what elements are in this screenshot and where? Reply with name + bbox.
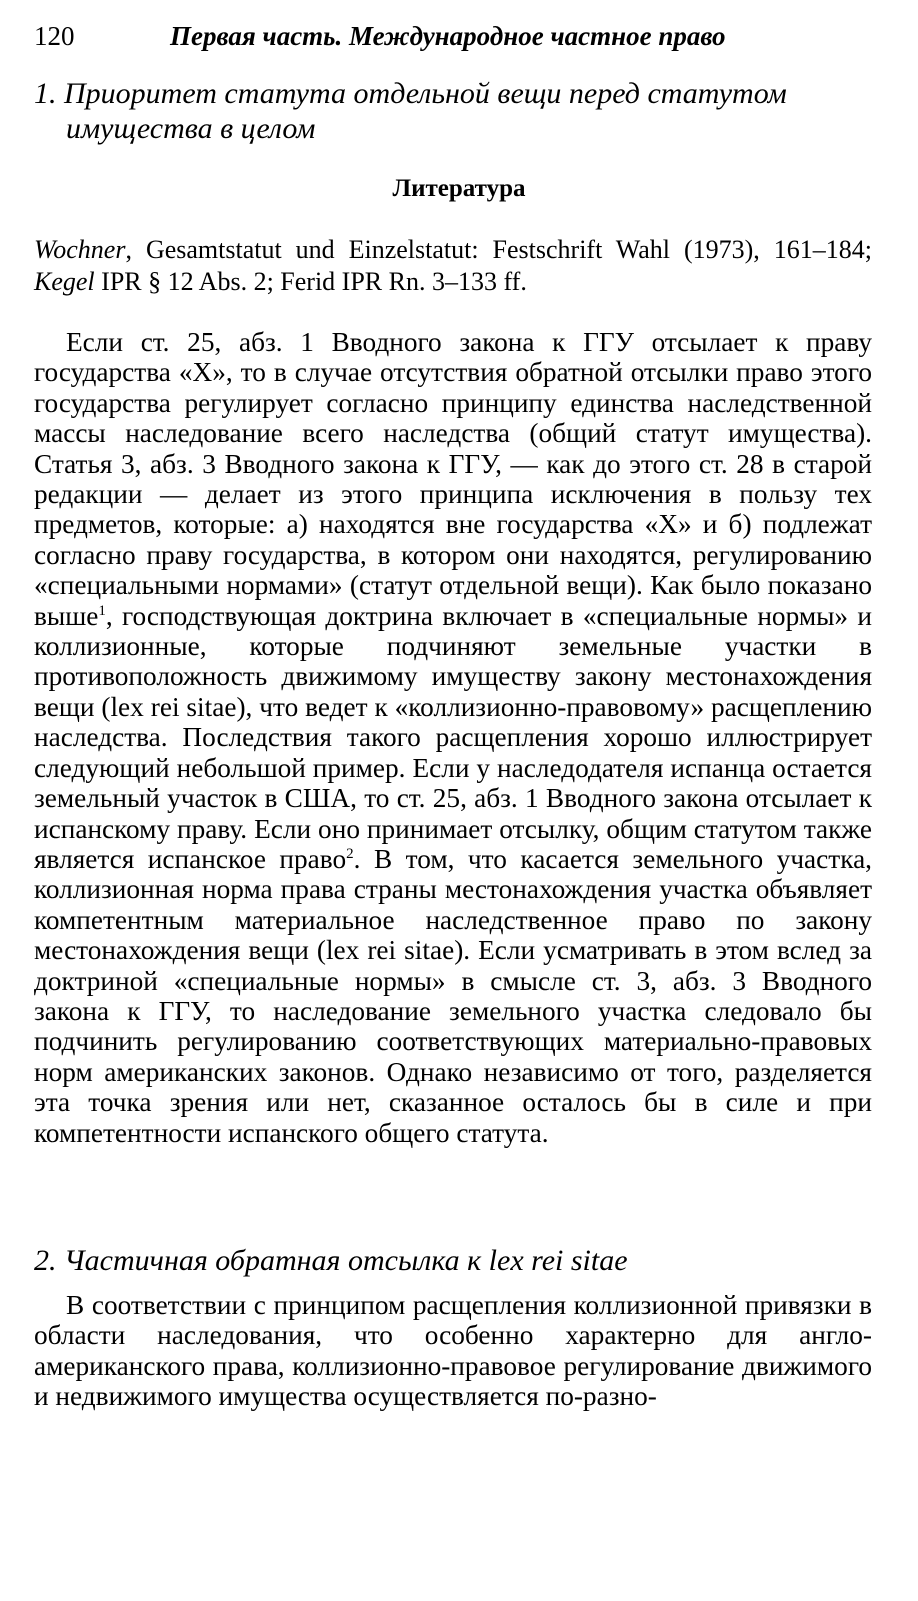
reference-1: , Gesamtstatut und Einzelstatut: Festschrift Wahl (1973), 161–184; — [125, 235, 872, 264]
footnote-ref-1: 1 — [98, 602, 106, 619]
section-number: 1. — [34, 77, 57, 110]
running-title: Первая часть. Международное частное право — [170, 21, 726, 51]
footnote-ref-2: 2 — [346, 845, 354, 862]
paragraph-text: Если ст. 25, абз. 1 Вводного закона к ГГУ отсылает к праву государства «X», то в случае отсутствия обратной отсылки право этого государства регулирует согласно принципу единства наследственной массы наследование всего наследства (общий статут имущества). Статья 3, абз. 3 Вводного закона к ГГУ, — как до этого ст. 28 в старой редакции — делает из этого принципа исключения в пользу тех предметов, которые: а) находятся вне государства «X» и б) подлежат согласно праву государства, в котором они находятся, регулированию «специальными нормами» (статут отдельной вещи). Как было показано выше — [34, 327, 872, 631]
running-header — [34, 14, 874, 58]
reference-2: IPR § 12 Abs. 2; Ferid IPR Rn. 3–133 ff. — [94, 267, 527, 296]
body-paragraph-2: В соответствии с принципом расщепления коллизионной привязки в области наследования, что особенно характерно для англо-американского права, коллизионно-правовое регулирование движимого и недвижимого имущества осуществляется по-разно- — [34, 1290, 872, 1412]
body-paragraph-1 — [34, 327, 872, 1148]
section-heading-1 — [34, 76, 874, 146]
section-title-line2: имущества в целом — [66, 112, 316, 145]
section-heading-2: 2. Частичная обратная отсылка к lex rei sitae — [34, 1244, 628, 1277]
paragraph-text: . В том, что касается земельного участка, коллизионная норма права страны местонахождения участка объявляет компетентным материальное наследственное право по закону местонахождения вещи (lex rei sitae). Если усматривать в этом вслед за доктриной «специальные нормы» в смысле ст. 3, абз. 3 Вводного закона к ГГУ, то наследование земельного участка следовало бы подчинить регулированию соответствующих материально-правовых норм американских законов. Однако независимо от того, разделяется эта точка зрения или нет, сказанное осталось бы в силе и при компетентности испанского общего статута. — [34, 843, 873, 1148]
section-title-line1: Приоритет статута отдельной вещи перед статутом — [64, 77, 787, 110]
literature-heading: Литература — [392, 175, 526, 202]
page-number: 120 — [34, 21, 75, 51]
author-kegel: Kegel — [34, 267, 95, 296]
literature-references — [34, 234, 872, 298]
author-wochner: Wochner — [34, 235, 126, 264]
paragraph-text: , господствующая доктрина включает в «специальные нормы» и коллизионные, которые подчиняют земельные участки в противоположность движимому имуществу закону местонахождения вещи (lex rei sitae), что ведет к «коллизионно-правовому» расщеплению наследства. Последствия такого расщепления хорошо иллюстрирует следующий небольшой пример. Если у наследодателя испанца остается земельный участок в США, то ст. 25, абз. 1 Вводного закона отсылает к испанскому праву. Если оно принимает отсылку, общим статутом также является испанское право — [34, 600, 872, 874]
